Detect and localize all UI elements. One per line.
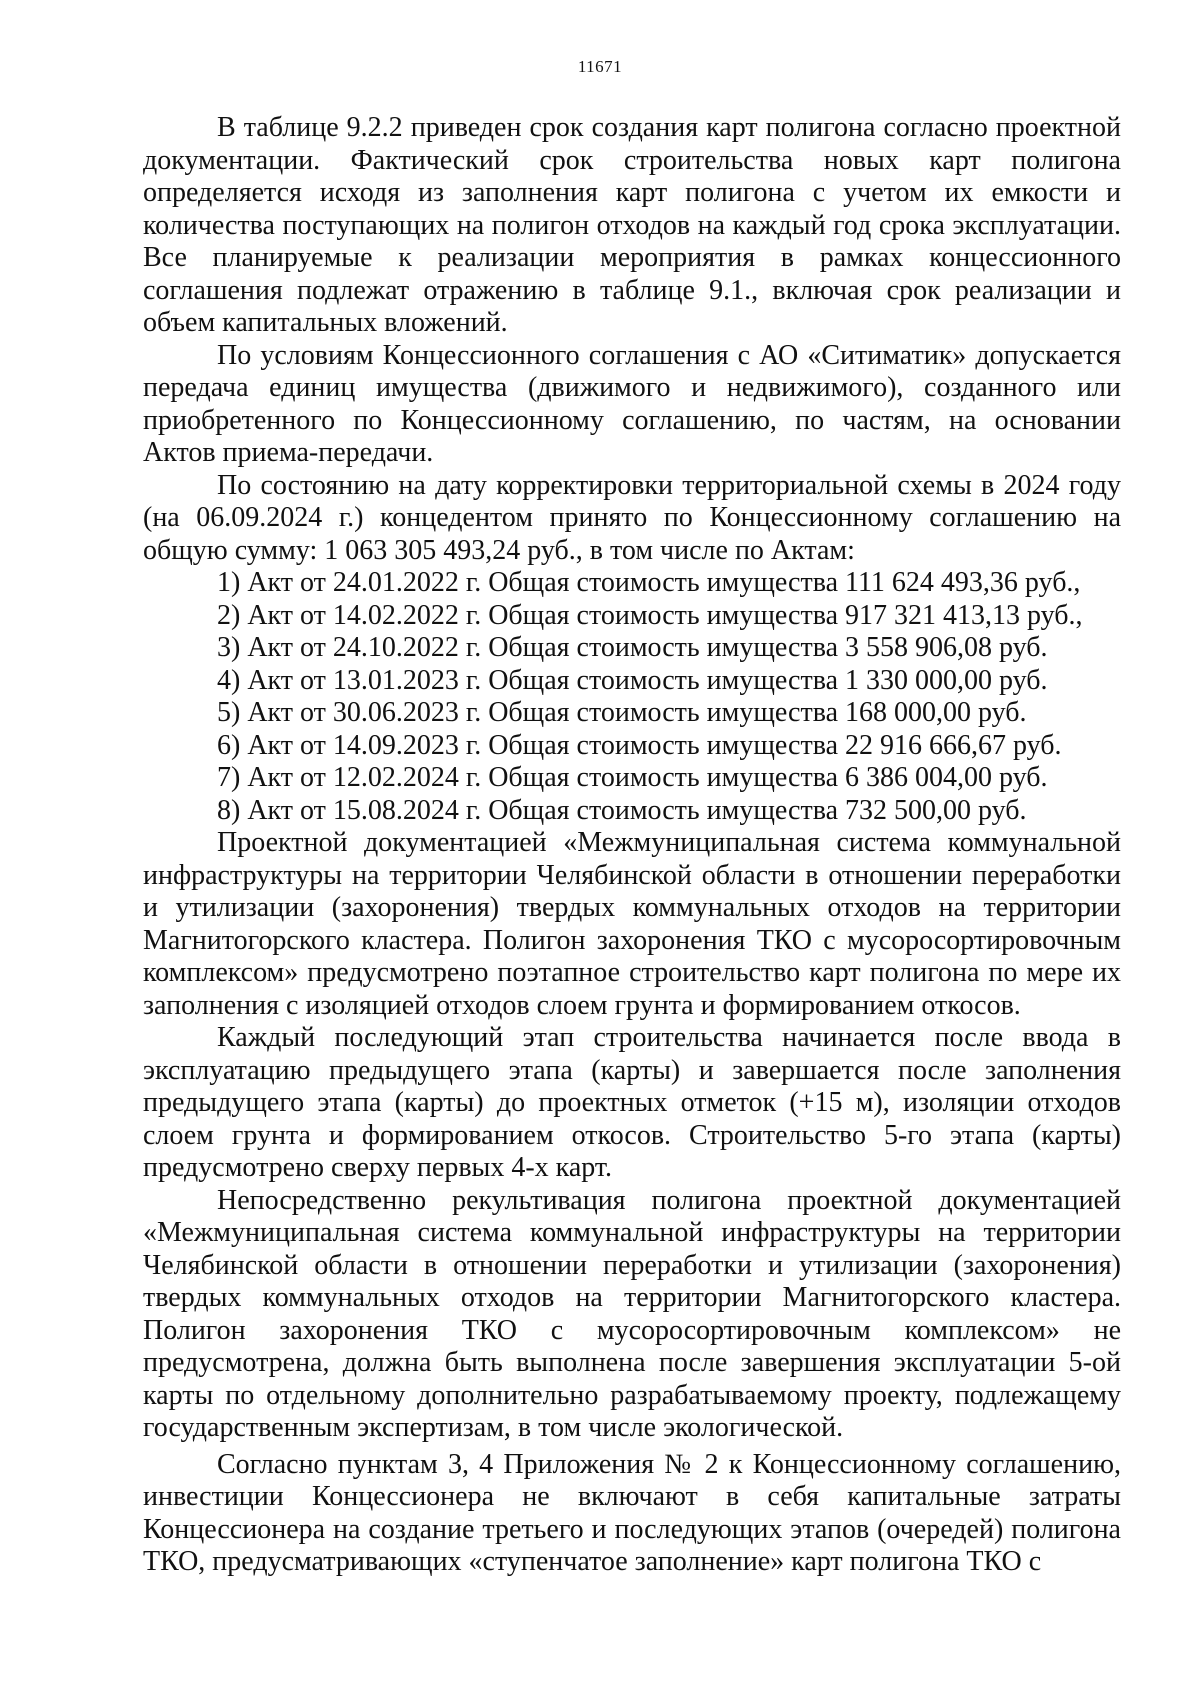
document-body: [143, 112, 1121, 1579]
paragraph-concession-transfer: По условиям Концессионного соглашения с АО «Ситиматик» допускается передача единиц имущества (движимого и недвижимого), созданного или приобретенного по Концессионному соглашению, по частям, на основании Актов приема-передачи.: [143, 339, 1121, 468]
act-item: 1) Акт от 24.01.2022 г. Общая стоимость имущества 111 624 493,36 руб.,: [217, 567, 1081, 598]
paragraph-project-documentation: Проектной документацией «Межмуниципальная система коммунальной инфраструктуры на территории Челябинской области в отношении переработки и утилизации (захоронения) твердых коммунальных отходов на территории Магнитогорского кластера. Полигон захоронения ТКО с мусоросортировочным комплексом» предусмотрено поэтапное строительство карт полигона по мере их заполнения с изоляцией отходов слоем грунта и формированием откосов.: [143, 827, 1121, 1021]
act-item: 4) Акт от 13.01.2023 г. Общая стоимость имущества 1 330 000,00 руб.: [217, 664, 1048, 696]
act-item: 8) Акт от 15.08.2024 г. Общая стоимость имущества 732 500,00 руб.: [217, 794, 1027, 826]
act-item: 3) Акт от 24.10.2022 г. Общая стоимость имущества 3 558 906,08 руб.: [217, 632, 1048, 663]
paragraph-map-creation-terms: В таблице 9.2.2 приведен срок создания карт полигона согласно проектной документации. Фактический срок строительства новых карт полигона определяется исходя из заполнения карт полигона с учетом их емкости и количества поступающих на полигон отходов на каждый год срока эксплуатации. Все планируемые к реализации мероприятия в рамках концессионного соглашения подлежат отражению в таблице 9.1., включая срок реализации и объем капитальных вложений.: [143, 112, 1121, 338]
paragraph-recultivation: Непосредственно рекультивация полигона проектной документацией «Межмуниципальная система коммунальной инфраструктуры на территории Челябинской области в отношении переработки и утилизации (захоронения) твердых коммунальных отходов на территории Магнитогорского кластера. Полигон захоронения ТКО с мусоросортировочным комплексом» не предусмотрена, должна быть выполнена после завершения эксплуатации 5-ой карты по отдельному дополнительно разрабатываемому проекту, подлежащему государственным экспертизам, в том числе экологической.: [143, 1184, 1121, 1443]
act-item: 2) Акт от 14.02.2022 г. Общая стоимость имущества 917 321 413,13 руб.,: [217, 599, 1083, 631]
act-item: 5) Акт от 30.06.2023 г. Общая стоимость имущества 168 000,00 руб.: [217, 697, 1027, 728]
paragraph-investments: Согласно пунктам 3, 4 Приложения № 2 к Концессионному соглашению, инвестиции Концессионера не включают в себя капитальные затраты Концессионера на создание третьего и последующих этапов (очередей) полигона ТКО, предусматривающих «ступенчатое заполнение» карт полигона ТКО с: [143, 1448, 1121, 1577]
act-item: 7) Акт от 12.02.2024 г. Общая стоимость имущества 6 386 004,00 руб.: [217, 762, 1048, 793]
acts-list: [143, 567, 1121, 827]
paragraph-accepted-total: По состоянию на дату корректировки территориальной схемы в 2024 году (на 06.09.2024 г.) концедентом принято по Концессионному соглашению на общую сумму: 1 063 305 493,24 руб., в том числе по Актам:: [143, 469, 1121, 566]
act-item: 6) Акт от 14.09.2023 г. Общая стоимость имущества 22 916 666,67 руб.: [217, 729, 1062, 761]
paragraph-construction-stages: Каждый последующий этап строительства начинается после ввода в эксплуатацию предыдущего этапа (карты) и завершается после заполнения предыдущего этапа (карты) до проектных отметок (+15 м), изоляции отходов слоем грунта и формированием откосов. Строительство 5-го этапа (карты) предусмотрено сверху первых 4-х карт.: [143, 1022, 1121, 1183]
page-number: 11671: [577, 57, 623, 76]
